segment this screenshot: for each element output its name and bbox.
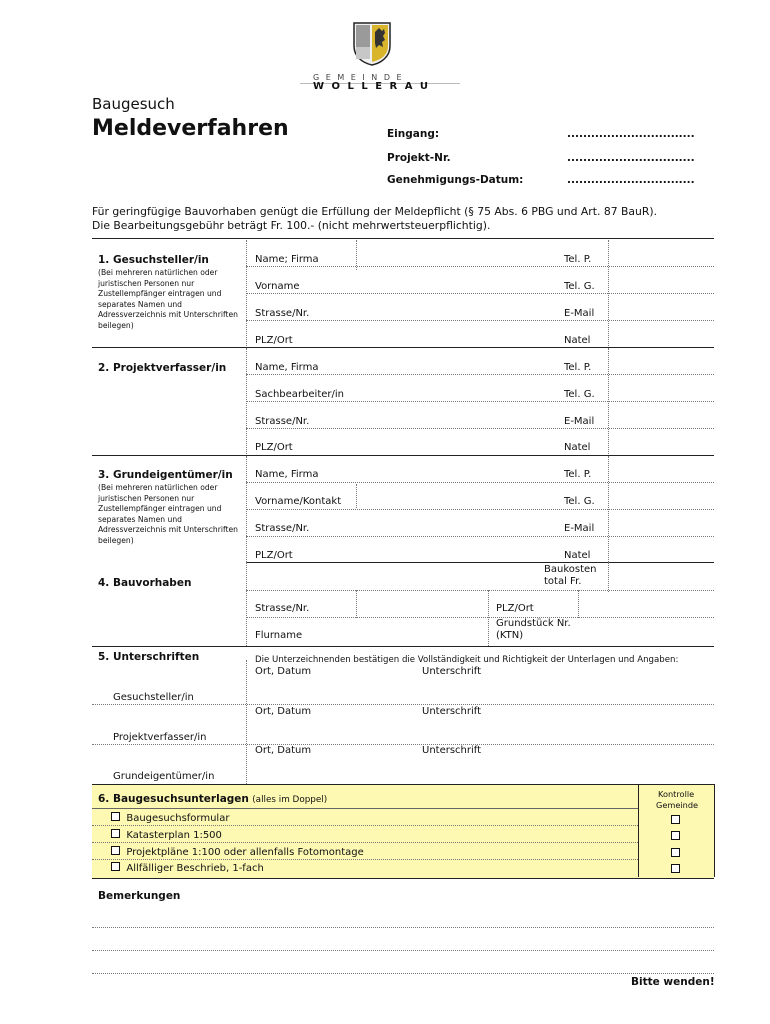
checkbox[interactable] [111, 829, 120, 838]
remarks-line[interactable] [92, 973, 714, 974]
divider [356, 484, 357, 508]
kontrolle-checkbox[interactable] [671, 831, 680, 840]
coat-of-arms-logo [353, 22, 391, 66]
checkbox[interactable] [111, 846, 120, 855]
bemerkungen-title: Bemerkungen [98, 890, 181, 902]
section-2-top-rule [92, 347, 714, 348]
s2-label-plz: PLZ/Ort [255, 442, 293, 453]
baukosten-label-1: Baukosten [544, 564, 597, 575]
s1-label-name: Name; Firma [255, 254, 319, 265]
remarks-line[interactable] [92, 927, 714, 928]
field-eingang-label: Eingang: [387, 128, 440, 140]
section-3-note [98, 483, 248, 546]
s2-label-telg: Tel. G. [564, 389, 595, 400]
signature-statement: Die Unterzeichnenden bestätigen die Vollständigkeit und Richtigkeit der Unterlagen und Angaben: [255, 655, 679, 665]
item-row [111, 862, 264, 874]
divider [356, 590, 357, 618]
kontrolle-checkbox[interactable] [671, 864, 680, 873]
field-line[interactable] [246, 320, 714, 321]
baukosten-label-2: total Fr. [544, 576, 582, 587]
checkbox[interactable] [111, 812, 120, 821]
s3-label-natel: Natel [564, 550, 591, 561]
intro-line-1: Für geringfügige Bauvorhaben genügt die Erfüllung der Meldepflicht (§ 75 Abs. 6 PBG und Art. 87 BauR). [92, 205, 658, 218]
item-label: Katasterplan 1:500 [126, 830, 222, 841]
s4-label-plz: PLZ/Ort [496, 603, 534, 614]
kontrolle-checkbox[interactable] [671, 848, 680, 857]
sig-2-ort-datum: Ort, Datum [255, 706, 312, 717]
note-line: Zustellempfänger eintragen und [98, 504, 222, 513]
s1-label-telp: Tel. P. [564, 254, 592, 265]
items-rule [92, 808, 638, 809]
note-line: separates Namen und [98, 299, 182, 309]
note-line: (Bei mehreren natürlichen oder [98, 483, 218, 492]
field-line[interactable] [246, 617, 714, 618]
item-row [111, 812, 229, 824]
item-row [111, 829, 222, 841]
section-4-top-rule [246, 562, 714, 563]
remarks-line[interactable] [92, 950, 714, 951]
row-line [92, 825, 638, 826]
field-line[interactable] [246, 482, 714, 483]
field-datum-value[interactable]: ................................ [567, 174, 695, 186]
sig-1-role: Gesuchsteller/in [113, 692, 194, 703]
s1-label-vorname: Vorname [255, 281, 300, 292]
field-line[interactable] [246, 590, 714, 591]
note-line: beilegen) [98, 320, 134, 330]
section-5-title: 5. Unterschriften [98, 651, 200, 663]
section-3-title: 3. Grundeigentümer/in [98, 469, 233, 481]
divider [578, 590, 579, 618]
field-projektnr-value[interactable]: ................................ [567, 152, 695, 164]
field-line[interactable] [246, 428, 714, 429]
kontrolle-label-2: Gemeinde [656, 800, 699, 810]
divider [246, 660, 247, 784]
sig-3-unterschrift: Unterschrift [422, 745, 482, 756]
kontrolle-checkbox[interactable] [671, 815, 680, 824]
note-line: (Bei mehreren natürlichen oder [98, 268, 218, 277]
s2-label-natel: Natel [564, 442, 591, 453]
page-title: Meldeverfahren [92, 116, 289, 141]
s1-label-plz: PLZ/Ort [255, 335, 293, 346]
row-line [92, 859, 638, 860]
s2-label-email: E-Mail [564, 416, 595, 427]
section-2-title: 2. Projektverfasser/in [98, 362, 227, 374]
field-line[interactable] [246, 374, 714, 375]
section-1-top-rule [92, 238, 714, 239]
footer-note: Bitte wenden! [631, 976, 715, 988]
s3-label-telg: Tel. G. [564, 496, 595, 507]
field-line[interactable] [246, 293, 714, 294]
intro-line-2: Die Bearbeitungsgebühr beträgt Fr. 100.- (nicht mehrwertsteuerpflichtig). [92, 219, 491, 232]
field-projektnr-label: Projekt-Nr. [387, 152, 451, 164]
s3-label-strasse: Strasse/Nr. [255, 523, 310, 534]
note-line: separates Namen und [98, 514, 182, 524]
s1-label-email: E-Mail [564, 308, 595, 319]
section-1-title: 1. Gesuchsteller/in [98, 254, 209, 266]
note-line: Adressverzeichnis mit Unterschriften [98, 310, 238, 319]
note-line: beilegen) [98, 535, 134, 545]
s2-label-sachbearbeiter: Sachbearbeiter/in [255, 389, 344, 400]
item-row [111, 846, 364, 858]
sig-2-unterschrift: Unterschrift [422, 706, 482, 717]
sig-2-role: Projektverfasser/in [113, 732, 207, 743]
s4-label-flurname: Flurname [255, 630, 303, 641]
s4-label-strasse: Strasse/Nr. [255, 603, 310, 614]
note-line: Adressverzeichnis mit Unterschriften [98, 525, 238, 534]
divider [246, 562, 247, 646]
item-label: Baugesuchsformular [126, 813, 230, 824]
sig-3-ort-datum: Ort, Datum [255, 745, 312, 756]
section-5-top-rule [92, 646, 714, 647]
gemeinde-label: G E M E I N D E [313, 73, 404, 82]
s4-label-grundstueck-2: (KTN) [496, 630, 524, 641]
note-line: Zustellempfänger eintragen und [98, 289, 222, 298]
sig-1-unterschrift: Unterschrift [422, 666, 482, 677]
kontrolle-divider [638, 784, 639, 877]
kontrolle-label-1: Kontrolle [658, 789, 695, 799]
s3-label-name: Name, Firma [255, 469, 319, 480]
row-line [92, 842, 638, 843]
item-label: Projektpläne 1:100 oder allenfalls Fotomontage [126, 847, 364, 858]
signature-line[interactable] [92, 704, 714, 705]
note-line: juristischen Personen nur [98, 493, 195, 503]
s3-label-plz: PLZ/Ort [255, 550, 293, 561]
field-datum-label: Genehmigungs-Datum: [387, 174, 524, 186]
s2-label-name: Name, Firma [255, 362, 319, 373]
field-line[interactable] [246, 266, 714, 267]
s2-label-strasse: Strasse/Nr. [255, 416, 310, 427]
item-label: Allfälliger Beschrieb, 1-fach [126, 863, 264, 874]
section-4-title: 4. Bauvorhaben [98, 577, 192, 589]
s1-label-strasse: Strasse/Nr. [255, 308, 310, 319]
right-border [714, 784, 715, 877]
section-3-top-rule [92, 455, 714, 456]
s4-label-grundstueck-1: Grundstück Nr. [496, 618, 571, 629]
signature-line[interactable] [92, 744, 714, 745]
s1-label-telg: Tel. G. [564, 281, 595, 292]
section-1-note [98, 268, 248, 331]
note-line: juristischen Personen nur [98, 278, 195, 288]
field-line[interactable] [246, 509, 714, 510]
section-6-title [98, 793, 327, 805]
field-eingang-value[interactable]: ................................ [567, 128, 695, 140]
s1-label-natel: Natel [564, 335, 591, 346]
s3-label-telp: Tel. P. [564, 469, 592, 480]
s3-label-vorname: Vorname/Kontakt [255, 496, 342, 507]
sig-1-ort-datum: Ort, Datum [255, 666, 312, 677]
divider [608, 562, 609, 592]
section-6-title-note: (alles im Doppel) [252, 795, 328, 805]
gemeinde-name: W O L L E R A U [313, 81, 431, 92]
sig-3-role: Grundeigentümer/in [113, 771, 215, 782]
divider [488, 590, 489, 646]
section-6-title-text: 6. Baugesuchsunterlagen [98, 793, 249, 805]
s2-label-telp: Tel. P. [564, 362, 592, 373]
s3-label-email: E-Mail [564, 523, 595, 534]
subtitle: Baugesuch [92, 95, 175, 113]
checkbox[interactable] [111, 862, 120, 871]
field-line[interactable] [246, 401, 714, 402]
field-line[interactable] [246, 536, 714, 537]
